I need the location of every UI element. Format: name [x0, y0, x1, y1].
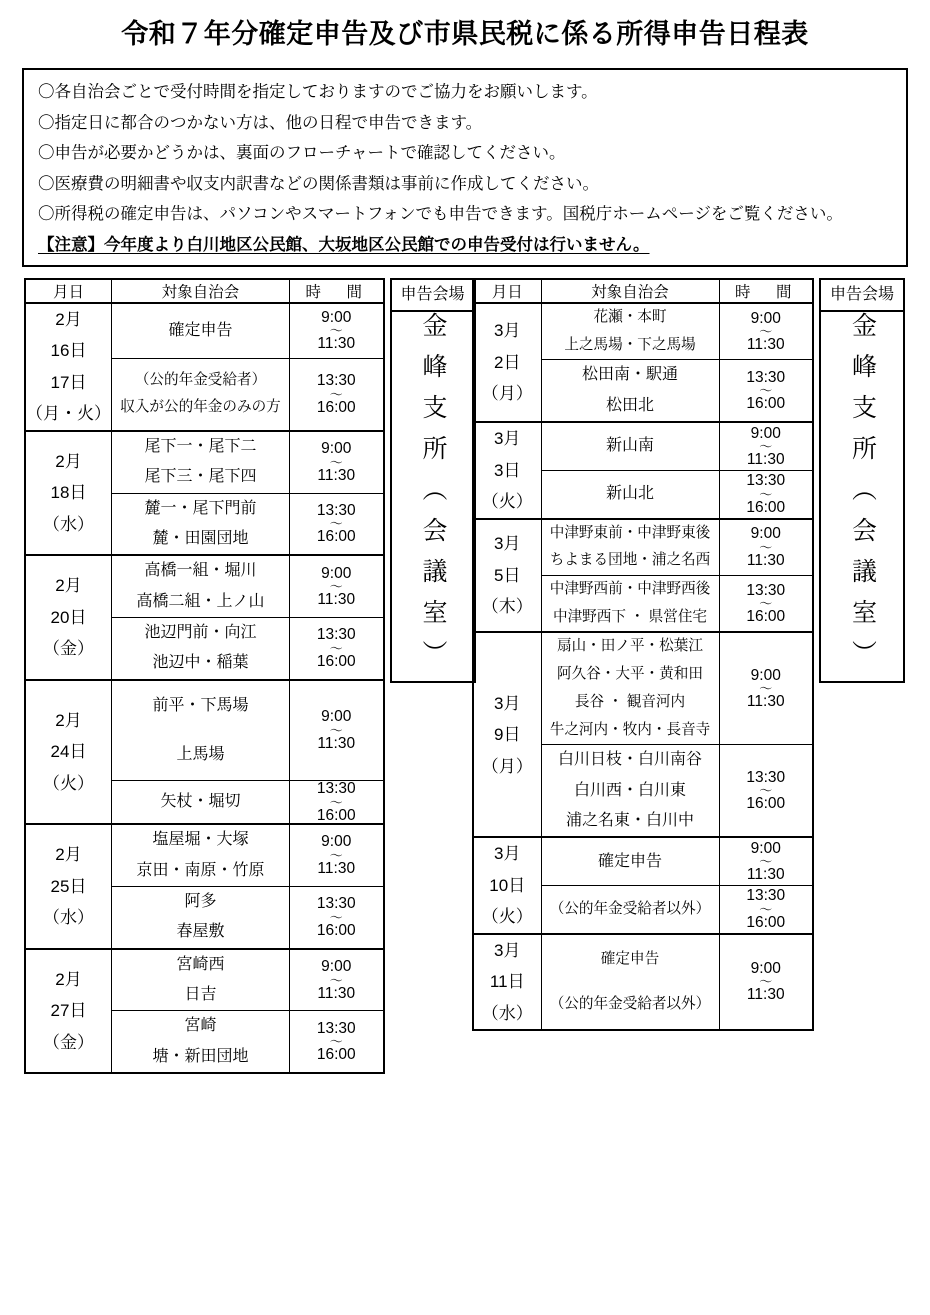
time-separator: 〜 [329, 794, 343, 810]
date-line: （水） [43, 514, 94, 534]
date-line: （月） [481, 384, 533, 404]
date-line: （火） [481, 907, 533, 927]
notice-line: 〇指定日に都合のつかない方は、他の日程で申告できます。 [38, 113, 483, 132]
date-cell [25, 555, 112, 680]
association-name: 収入が公的年金のみの方 [120, 399, 281, 416]
time-to: 11:30 [317, 734, 356, 752]
date-cell [473, 934, 541, 1030]
association-name: 確定申告 [597, 852, 662, 870]
time-to: 16:00 [316, 921, 356, 939]
time-from: 13:30 [316, 626, 356, 644]
association-name: 新山北 [605, 485, 654, 502]
time-cell [290, 618, 384, 680]
table-row [473, 303, 813, 360]
time-to: 11:30 [317, 984, 356, 1002]
association-name: 松田南・駅通 [581, 366, 678, 384]
time-cell [290, 781, 384, 825]
venue-column-left [390, 278, 476, 683]
time-to: 16:00 [316, 1046, 356, 1064]
time-separator: 〜 [759, 783, 773, 799]
time-separator: 〜 [329, 323, 343, 339]
time-to: 11:30 [746, 451, 785, 469]
date-cell [25, 680, 112, 824]
time-from: 13:30 [746, 768, 786, 786]
time-from: 13:30 [316, 501, 356, 519]
association-cell [541, 519, 719, 576]
table-row [473, 632, 813, 744]
association-cell [112, 618, 290, 680]
schedule-body-right [473, 303, 813, 1030]
time-cell [290, 358, 384, 430]
venue-label: 金峰支所（会議室） [419, 312, 447, 681]
association-name: 中津野西下 ・ 県営住宅 [552, 608, 708, 625]
date-cell [25, 431, 112, 556]
notice-box [22, 68, 908, 267]
time-cell [719, 934, 813, 1030]
time-separator: 〜 [329, 1034, 343, 1050]
association-name: 中津野東前・中津野東後 [549, 524, 711, 541]
time-separator: 〜 [759, 439, 773, 455]
association-name: 宮崎 [184, 1017, 217, 1035]
time-separator: 〜 [329, 972, 343, 988]
time-cell [719, 470, 813, 518]
date-cell [25, 949, 112, 1074]
time-separator: 〜 [759, 539, 773, 555]
association-name: 確定申告 [168, 321, 233, 339]
date-line: （木） [481, 597, 533, 617]
association-cell [541, 360, 719, 422]
time-from: 9:00 [321, 308, 352, 326]
date-line: 2月 [55, 845, 82, 865]
table-row [473, 422, 813, 470]
date-cell [473, 519, 541, 633]
table-row [25, 303, 384, 358]
time-separator: 〜 [759, 486, 773, 502]
association-name: 浦之名東・白川中 [565, 812, 694, 830]
time-from: 13:30 [316, 372, 356, 390]
time-from: 13:30 [316, 895, 356, 913]
date-line: 20日 [50, 607, 87, 627]
venue-body [821, 312, 903, 681]
date-line: 2月 [55, 576, 82, 596]
notice-line: 〇各自治会ごとで受付時間を指定しておりますのでご協力をお願いします。 [38, 83, 598, 101]
time-to: 11:30 [317, 591, 356, 609]
time-from: 13:30 [746, 368, 786, 386]
time-separator: 〜 [329, 454, 343, 470]
date-line: 11日 [489, 972, 525, 992]
time-cell [290, 303, 384, 358]
association-cell [112, 493, 290, 555]
time-cell [290, 431, 384, 493]
association-name: 麓・田園団地 [152, 529, 249, 547]
date-line: （水） [43, 908, 94, 928]
association-cell [541, 632, 719, 744]
time-to: 16:00 [746, 498, 786, 516]
table-row [25, 431, 384, 493]
page-title: 令和７年分確定申告及び市県民税に係る所得申告日程表 [121, 19, 809, 49]
date-line: 3日 [494, 460, 521, 480]
association-name: 池辺門前・向江 [144, 624, 257, 642]
time-from: 9:00 [321, 708, 352, 726]
date-cell [473, 837, 541, 933]
time-cell [719, 303, 813, 360]
time-cell [719, 360, 813, 422]
association-name: 塩屋堀・大塚 [152, 831, 249, 849]
table-row [473, 934, 813, 1030]
time-to: 16:00 [746, 913, 786, 931]
time-to: 16:00 [746, 395, 786, 413]
time-cell [719, 886, 813, 934]
time-cell [719, 422, 813, 470]
association-name: 池辺中・稲葉 [152, 654, 249, 672]
association-name: 白川日枝・白川南谷 [557, 751, 702, 769]
date-line: 2月 [55, 969, 82, 989]
table-row [25, 555, 384, 617]
association-name: 上馬場 [176, 746, 225, 764]
time-separator: 〜 [329, 722, 343, 738]
association-name: （公的年金受給者以外） [549, 900, 711, 917]
association-cell [112, 886, 290, 948]
date-line: 2月 [55, 310, 82, 329]
schedule-table-left [24, 278, 385, 1074]
time-separator: 〜 [759, 974, 773, 990]
association-cell [112, 781, 290, 825]
time-cell [290, 680, 384, 781]
association-cell [112, 431, 290, 493]
time-cell [290, 824, 384, 886]
date-line: 2日 [494, 352, 521, 372]
association-cell [541, 886, 719, 934]
date-line: 2月 [55, 710, 82, 730]
col-header-time: 時 間 [719, 279, 813, 303]
association-name: 宮崎西 [176, 955, 225, 973]
time-from: 13:30 [316, 780, 356, 798]
time-separator: 〜 [759, 596, 773, 612]
association-name: （公的年金受給者以外） [549, 995, 711, 1012]
association-cell [541, 745, 719, 838]
time-to: 16:00 [746, 795, 786, 813]
date-line: （金） [43, 1032, 94, 1052]
association-name: 高橋一組・堀川 [144, 562, 257, 580]
time-from: 9:00 [750, 309, 781, 327]
time-from: 9:00 [321, 958, 352, 976]
association-name: 高橋二組・上ノ山 [136, 592, 265, 610]
association-cell [541, 837, 719, 885]
association-name: ちよまる団地・浦之名西 [549, 552, 711, 569]
time-from: 9:00 [750, 666, 781, 684]
association-cell [112, 949, 290, 1011]
time-to: 16:00 [316, 528, 356, 546]
venue-column-right [819, 278, 905, 683]
association-name: 京田・南原・竹原 [136, 861, 265, 879]
time-separator: 〜 [329, 579, 343, 595]
association-cell [112, 303, 290, 358]
association-cell [112, 680, 290, 781]
association-name: 尾下一・尾下二 [144, 437, 257, 455]
table-row [473, 519, 813, 576]
time-from: 9:00 [750, 839, 781, 857]
date-line: 2月 [55, 451, 82, 471]
time-from: 13:30 [746, 887, 786, 905]
association-name: 松田北 [605, 396, 654, 414]
time-separator: 〜 [329, 847, 343, 863]
association-name: 牛之河内・牧内・長音寺 [549, 721, 711, 738]
date-cell [473, 303, 541, 422]
association-name: 花瀬・本町 [593, 309, 667, 325]
date-line: （火） [43, 773, 94, 793]
time-cell [290, 493, 384, 555]
date-line: 27日 [50, 1001, 87, 1021]
time-cell [290, 886, 384, 948]
date-line: （月） [481, 756, 533, 776]
notice-line: 〇所得税の確定申告は、パソコンやスマートフォンでも申告できます。国税庁ホームページをご覧ください。 [38, 205, 843, 223]
association-name: （公的年金受給者） [134, 371, 267, 388]
table-header-row [473, 279, 813, 303]
time-separator: 〜 [329, 516, 343, 532]
association-name: 阿久谷・大平・黄和田 [557, 666, 703, 683]
notice-warning: 【注意】今年度より白川地区公民館、大坂地区公民館での申告受付は行いません。 [38, 235, 650, 254]
table-row [473, 837, 813, 885]
association-cell [541, 934, 719, 1030]
time-to: 11:30 [746, 336, 785, 354]
venue-body [392, 312, 474, 681]
table-row [25, 949, 384, 1011]
time-to: 11:30 [746, 866, 785, 884]
table-row [25, 824, 384, 886]
col-header-date: 月日 [473, 279, 541, 303]
association-name: 日吉 [184, 986, 217, 1004]
association-cell [541, 422, 719, 470]
association-cell [541, 303, 719, 360]
association-name: 尾下三・尾下四 [144, 468, 257, 486]
date-line: 3月 [494, 940, 521, 960]
time-from: 9:00 [750, 525, 781, 543]
time-to: 16:00 [316, 806, 356, 824]
time-from: 9:00 [321, 440, 352, 458]
association-cell [541, 575, 719, 632]
date-line: （金） [43, 639, 94, 659]
col-header-association: 対象自治会 [541, 279, 719, 303]
time-from: 13:30 [316, 1019, 356, 1037]
date-line: 3月 [494, 429, 521, 449]
association-name: 上之馬場・下之馬場 [564, 336, 696, 353]
association-cell [541, 470, 719, 518]
association-cell [112, 555, 290, 617]
association-name: 扇山・田ノ平・松葉江 [557, 638, 703, 655]
schedule-table-right [472, 278, 814, 1031]
date-line: 3月 [494, 693, 521, 713]
date-line: 3月 [494, 321, 521, 341]
association-name: 麓一・尾下門前 [144, 499, 257, 517]
date-line: 16日 [50, 341, 87, 361]
time-from: 13:30 [746, 581, 786, 599]
venue-header: 申告会場 [821, 280, 903, 312]
date-line: 24日 [50, 742, 87, 762]
col-header-association: 対象自治会 [112, 279, 290, 303]
time-separator: 〜 [759, 681, 773, 697]
date-cell [25, 303, 112, 431]
date-cell [473, 632, 541, 837]
table-header-row [25, 279, 384, 303]
schedule-left [24, 278, 476, 1074]
time-to: 11:30 [317, 466, 356, 484]
date-line: 3月 [494, 534, 521, 554]
time-to: 11:30 [317, 860, 356, 878]
time-cell [290, 555, 384, 617]
date-line: 3月 [494, 844, 521, 864]
col-header-time: 時 間 [290, 279, 384, 303]
time-to: 11:30 [746, 986, 785, 1004]
time-separator: 〜 [759, 383, 773, 399]
date-line: （火） [481, 492, 533, 512]
venue-header: 申告会場 [392, 280, 474, 312]
association-cell [112, 358, 290, 430]
time-to: 16:00 [316, 398, 356, 416]
time-to: 11:30 [746, 551, 785, 569]
time-from: 13:30 [746, 472, 786, 490]
association-name: 矢杖・堀切 [160, 792, 241, 810]
time-cell [719, 837, 813, 885]
time-from: 9:00 [321, 564, 352, 582]
date-line: 17日 [50, 372, 87, 392]
time-separator: 〜 [329, 386, 343, 402]
time-separator: 〜 [759, 901, 773, 917]
association-name: 春屋敷 [176, 923, 225, 941]
time-separator: 〜 [329, 640, 343, 656]
association-name: 白川西・白川東 [573, 781, 686, 799]
date-line: （月・火） [26, 404, 111, 424]
date-cell [25, 824, 112, 949]
date-cell [473, 422, 541, 518]
date-line: 9日 [494, 725, 521, 745]
association-name: 阿多 [184, 892, 217, 910]
time-cell [290, 1011, 384, 1073]
time-from: 9:00 [750, 424, 781, 442]
association-cell [112, 824, 290, 886]
association-name: 中津野西前・中津野西後 [549, 580, 711, 597]
schedule-body-left [25, 303, 384, 1073]
table-row [25, 680, 384, 781]
venue-label: 金峰支所（会議室） [848, 312, 877, 681]
date-line: 18日 [50, 483, 87, 503]
time-from: 9:00 [321, 833, 352, 851]
association-name: 前平・下馬場 [152, 696, 249, 714]
time-from: 9:00 [750, 959, 781, 977]
time-to: 16:00 [316, 653, 356, 670]
time-to: 11:30 [317, 335, 356, 353]
date-line: （水） [481, 1003, 533, 1023]
time-cell [290, 949, 384, 1011]
time-to: 16:00 [746, 608, 786, 626]
association-cell [112, 1011, 290, 1073]
time-cell [719, 519, 813, 576]
time-separator: 〜 [759, 324, 773, 340]
time-cell [719, 575, 813, 632]
date-line: 10日 [489, 875, 526, 895]
schedule-right [472, 278, 905, 1031]
association-name: 長谷 ・ 観音河内 [574, 693, 686, 710]
association-name: 新山南 [605, 437, 654, 455]
association-name: 確定申告 [600, 950, 660, 967]
date-line: 25日 [50, 876, 87, 896]
time-to: 11:30 [746, 693, 785, 711]
notice-line: 〇医療費の明細書や収支内訳書などの関係書類は事前に作成してください。 [38, 174, 599, 193]
notice-line: 〇申告が必要かどうかは、裏面のフローチャートで確認してください。 [38, 144, 566, 162]
time-separator: 〜 [329, 909, 343, 925]
association-name: 塘・新田団地 [152, 1047, 249, 1065]
time-separator: 〜 [759, 854, 773, 870]
time-cell [719, 745, 813, 838]
date-line: 5日 [494, 565, 521, 585]
col-header-date: 月日 [25, 279, 112, 303]
time-cell [719, 632, 813, 744]
